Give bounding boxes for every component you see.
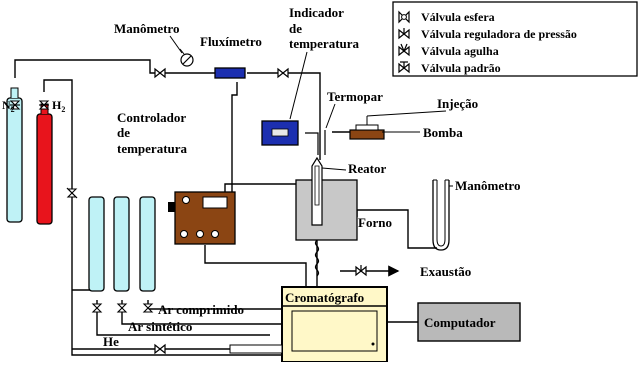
temperature-controller xyxy=(168,192,235,244)
legend-needle-valve-label: Válvula agulha xyxy=(421,44,499,58)
cylinder-he-valve-icon xyxy=(93,304,101,312)
label-ar-comprimido: Ar comprimido xyxy=(158,302,245,317)
label-n2: $N_2$ xyxy=(2,98,15,114)
label-injection: Injeção xyxy=(437,96,479,111)
h2-line-valve-icon xyxy=(67,188,77,198)
legend-pressure-regulator-label: Válvula reguladora de pressão xyxy=(421,27,577,41)
label-pump: Bomba xyxy=(423,125,463,140)
top-line-valve-icon xyxy=(155,69,165,77)
label-reactor: Reator xyxy=(348,161,387,176)
label-indicator-2: de xyxy=(289,21,302,36)
label-controller-2: de xyxy=(117,125,130,140)
label-indicator-3: temperatura xyxy=(289,36,360,51)
reactor xyxy=(312,158,322,225)
temperature-indicator xyxy=(262,121,298,145)
ar-compressed-cylinder xyxy=(140,197,155,291)
injection-pump xyxy=(350,116,420,139)
he-valve-icon xyxy=(155,345,165,353)
legend xyxy=(393,2,637,76)
label-manometer-right: Manômetro xyxy=(455,178,521,193)
label-ar-sintetico: Ar sintético xyxy=(128,319,193,334)
legend-ball-valve-label: Válvula esfera xyxy=(421,10,495,24)
he-cylinder xyxy=(89,197,104,291)
label-thermocouple: Termopar xyxy=(327,89,383,104)
label-fluximeter: Fluxímetro xyxy=(200,34,262,49)
label-computer: Computador xyxy=(424,315,496,330)
legend-standard-valve-label: Válvula padrão xyxy=(421,61,501,75)
cylinder-ar-synthetic-valve-icon xyxy=(118,304,126,312)
label-manometer-top: Manômetro xyxy=(114,21,180,36)
label-indicator-1: Indicador xyxy=(289,5,344,20)
label-exhaust: Exaustão xyxy=(420,264,472,279)
cylinder-ar-compressed-valve-icon xyxy=(144,304,152,312)
h2-cylinder xyxy=(37,104,52,224)
top-manometer-icon xyxy=(180,49,193,66)
label-he: He xyxy=(103,334,119,349)
label-controller-1: Controlador xyxy=(117,110,187,125)
ar-synthetic-cylinder xyxy=(114,197,129,291)
oven xyxy=(296,180,357,240)
exhaust-valve-icon xyxy=(356,265,366,275)
label-oven: Forno xyxy=(358,215,392,230)
label-controller-3: temperatura xyxy=(117,141,188,156)
label-h2: $H_2$ xyxy=(52,98,66,114)
needle-valve-right-icon xyxy=(278,69,288,77)
fluximeter xyxy=(215,68,245,78)
reactor-outlet-coil xyxy=(316,240,319,276)
h2-valve-icon xyxy=(39,101,49,109)
label-chromatograph: Cromatógrafo xyxy=(285,290,365,305)
u-tube-manometer xyxy=(433,180,449,250)
